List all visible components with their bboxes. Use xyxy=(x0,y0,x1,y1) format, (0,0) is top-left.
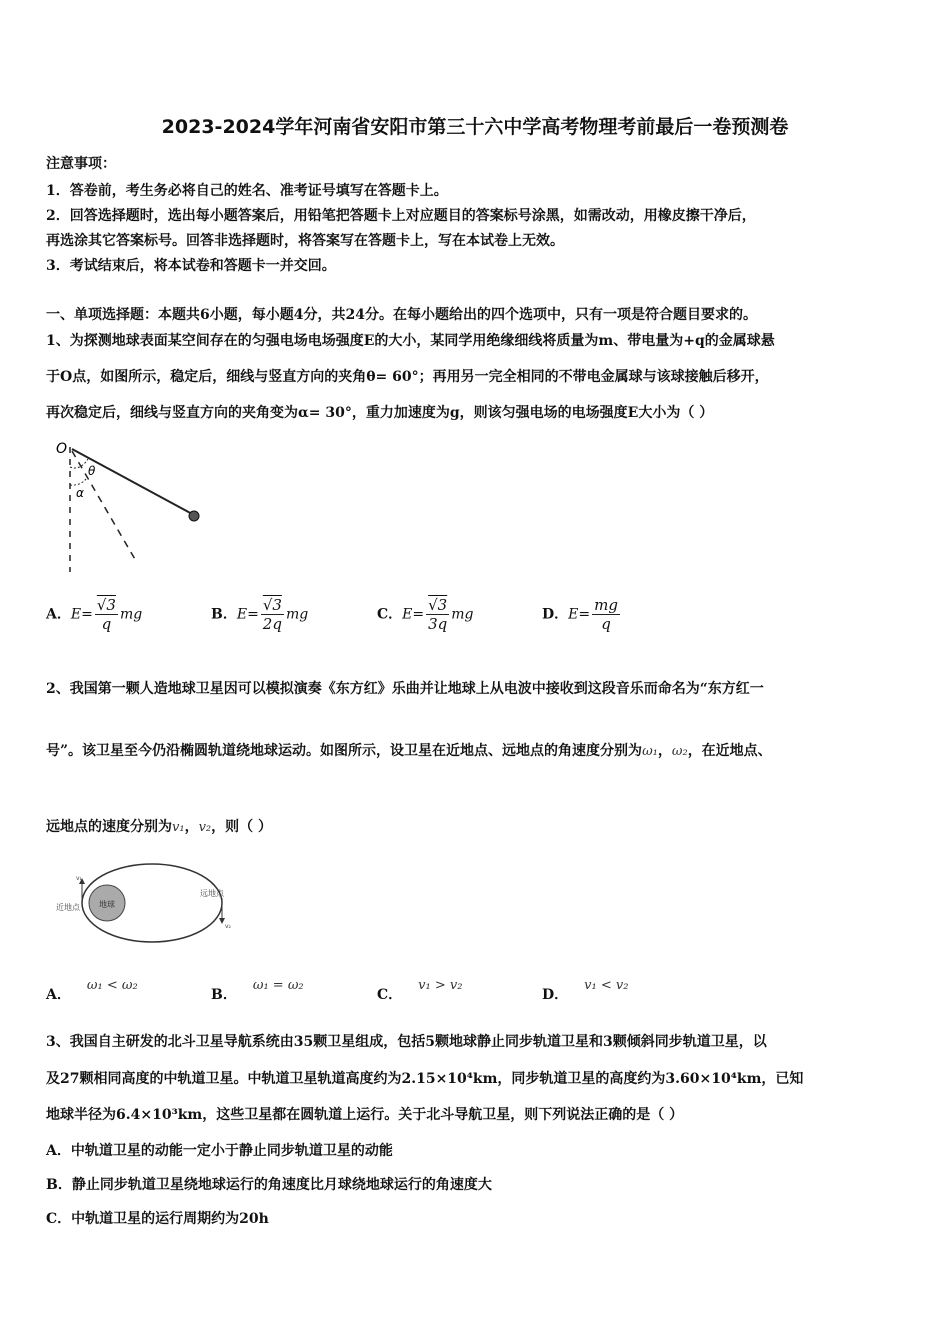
text-run: ，在近地点、 xyxy=(687,743,772,759)
v1-symbol: v₁ xyxy=(172,820,185,835)
page-title: 2023-2024学年河南省安阳市第三十六中学高考物理考前最后一卷预测卷 xyxy=(161,116,789,138)
note-item: 1．答卷前，考生务必将自己的姓名、准考证号填写在答题卡上。 xyxy=(46,183,448,199)
question-2-text xyxy=(46,740,772,760)
q2-option-b[interactable] xyxy=(211,978,304,1004)
question-1-text: 于O点，如图所示，稳定后，细线与竖直方向的夹角θ= 60°；再用另一完全相同的不带电金属球与该球接触后移开， xyxy=(46,369,769,385)
frac-num: √3 xyxy=(426,596,449,615)
q1-option-b[interactable] xyxy=(211,596,308,633)
question-2-text: 2、我国第一颗人造地球卫星因可以模拟演奏《东方红》乐曲并让地球上从电波中接收到这段音乐而命名为“东方红一 xyxy=(46,681,764,697)
q2-option-d[interactable] xyxy=(542,978,629,1004)
question-2-text xyxy=(46,816,272,836)
q1-option-a[interactable] xyxy=(46,596,142,633)
option-letter: A． xyxy=(46,606,71,623)
frac-num: √3 xyxy=(96,596,116,614)
option-letter: D． xyxy=(542,606,569,623)
option-letter: B． xyxy=(211,987,237,1003)
q1-option-d[interactable] xyxy=(542,596,622,633)
q3-option-c[interactable]: C．中轨道卫星的运行周期约为20h xyxy=(46,1211,269,1227)
frac-num: mg xyxy=(594,596,618,614)
frac-num: √3 xyxy=(261,596,284,615)
option-lhs: E= xyxy=(402,606,425,623)
v1-label: v₁ xyxy=(76,875,82,882)
option-tail: mg xyxy=(119,606,143,623)
label-theta: θ xyxy=(88,464,96,478)
option-letter: C． xyxy=(377,606,403,623)
option-letter: C． xyxy=(377,987,403,1003)
option-expr: v₁ > v₂ xyxy=(418,978,463,993)
question-1-text: 再次稳定后，细线与竖直方向的夹角变为α= 30°，重力加速度为g，则该匀强电场的电场强度E大小为（ ） xyxy=(46,405,714,421)
frac-den: q xyxy=(101,615,112,633)
omega1-symbol: ω₁ xyxy=(642,744,658,759)
option-lhs: E= xyxy=(568,606,591,623)
pendulum-figure xyxy=(52,437,212,577)
option-expr: ω₁ = ω₂ xyxy=(252,978,304,993)
question-1-text: 1、为探测地球表面某空间存在的匀强电场电场强度E的大小，某同学用绝缘细线将质量为m、带电量为+q的金属球悬 xyxy=(46,333,775,349)
v2-symbol: v₂ xyxy=(198,820,212,835)
frac-den: 3q xyxy=(428,615,448,633)
option-letter: A． xyxy=(46,987,71,1003)
omega2-symbol: ω₂ xyxy=(671,744,688,759)
q3-option-b[interactable]: B．静止同步轨道卫星绕地球运行的角速度比月球绕地球运行的角速度大 xyxy=(46,1177,492,1193)
text-run: ，则（ ） xyxy=(211,819,272,835)
notes-heading: 注意事项： xyxy=(46,156,116,172)
label-o: O xyxy=(56,441,68,457)
section-heading: 一、单项选择题：本题共6小题，每小题4分，共24分。在每小题给出的四个选项中，只有一项是符合题目要求的。 xyxy=(46,307,757,323)
label-alpha: α xyxy=(76,486,84,500)
option-letter: B． xyxy=(211,606,237,623)
frac-den: 2q xyxy=(262,615,282,633)
note-item: 2．回答选择题时，选出每小题答案后，用铅笔把答题卡上对应题目的答案标号涂黑，如需改动，用橡皮擦干净后， xyxy=(46,208,756,224)
option-lhs: E= xyxy=(70,606,93,623)
q1-option-c[interactable] xyxy=(377,596,474,633)
frac-den: q xyxy=(601,615,611,633)
option-letter: D． xyxy=(542,987,569,1003)
question-3-text: 3、我国自主研发的北斗卫星导航系统由35颗卫星组成，包括5颗地球静止同步轨道卫星和3颗倾斜同步轨道卫星，以 xyxy=(46,1034,767,1050)
near-point-label: 近地点 xyxy=(56,903,80,912)
option-tail: mg xyxy=(451,606,474,623)
text-run: ， xyxy=(657,743,672,759)
question-3-text: 及27颗相同高度的中轨道卫星。中轨道卫星轨道高度约为2.15×10⁴km，同步轨道卫星的高度约为3.60×10⁴km，已知 xyxy=(46,1071,804,1087)
v2-label: v₂ xyxy=(225,923,231,930)
note-item: 再选涂其它答案标号。回答非选择题时，将答案写在答题卡上，写在本试卷上无效。 xyxy=(46,233,564,249)
far-point-label: 远地点 xyxy=(200,889,224,898)
q2-option-c[interactable] xyxy=(377,978,463,1004)
q2-option-a[interactable] xyxy=(46,978,138,1004)
option-expr: v₁ < v₂ xyxy=(584,978,629,993)
orbit-figure xyxy=(52,858,232,950)
earth-label: 地球 xyxy=(99,900,115,909)
option-lhs: E= xyxy=(236,606,259,623)
text-run: 远地点的速度分别为 xyxy=(46,819,172,835)
question-3-text: 地球半径为6.4×10³km，这些卫星都在圆轨道上运行。关于北斗导航卫星，则下列说法正确的是（ ） xyxy=(46,1107,684,1123)
note-item: 3．考试结束后，将本试卷和答题卡一并交回。 xyxy=(46,258,336,274)
q3-option-a[interactable]: A．中轨道卫星的动能一定小于静止同步轨道卫星的动能 xyxy=(46,1143,393,1159)
text-run: 号”。该卫星至今仍沿椭圆轨道绕地球运动。如图所示，设卫星在近地点、远地点的角速度分别为 xyxy=(46,743,643,759)
option-tail: mg xyxy=(285,606,309,623)
text-run: ， xyxy=(184,819,199,835)
option-expr: ω₁ < ω₂ xyxy=(86,978,138,993)
